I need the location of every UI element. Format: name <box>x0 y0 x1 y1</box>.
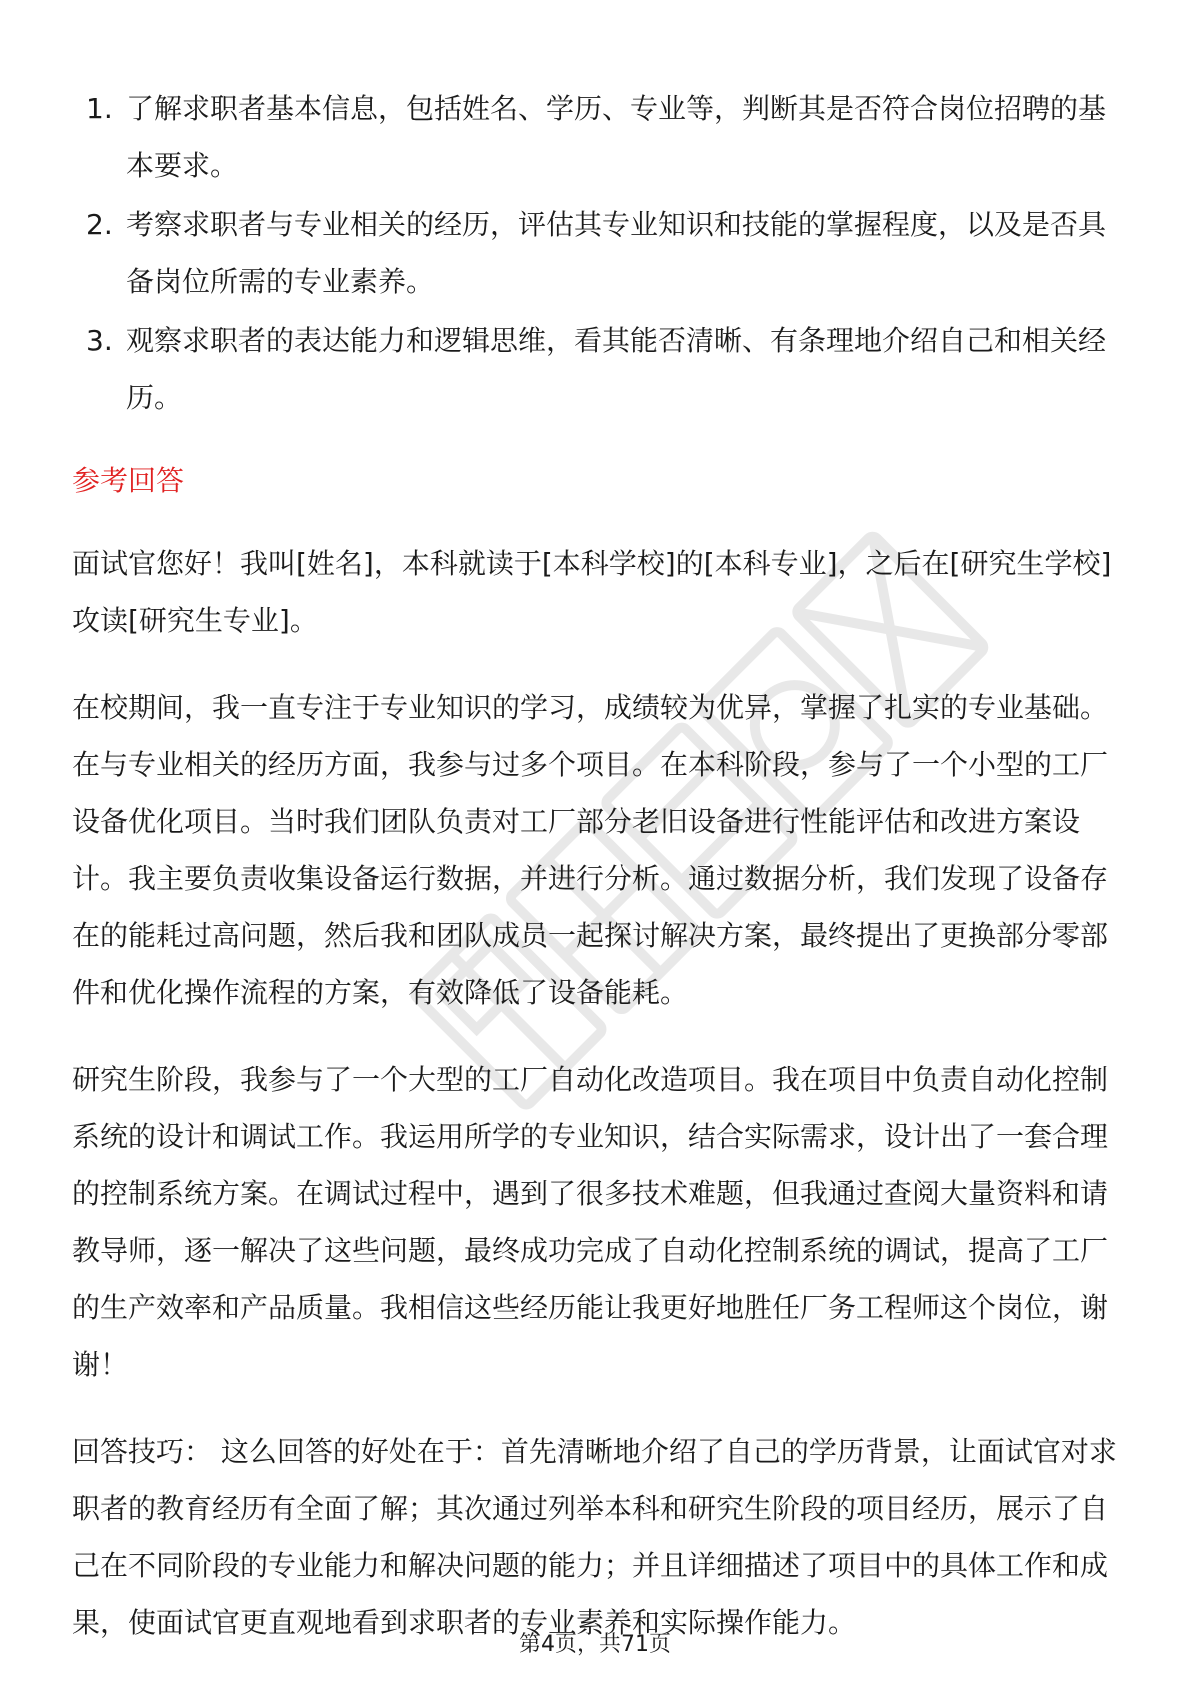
answer-paragraph-undergrad: 在校期间，我一直专注于专业知识的学习，成绩较为优异，掌握了扎实的专业基础。在与专业相关的经历方面，我参与过多个项目。在本科阶段，参与了一个小型的工厂设备优化项目。当时我们团队负责对工厂部分老旧设备进行性能评估和改进方案设计。我主要负责收集设备运行数据，并进行分析。通过数据分析，我们发现了设备存在的能耗过高问题，然后我和团队成员一起探讨解决方案，最终提出了更换部分零部件和优化操作流程的方案，有效降低了设备能耗。 <box>72 691 1109 1009</box>
answer-paragraph-intro: 面试官您好！我叫[姓名]，本科就读于[本科学校]的[本科专业]，之后在[研究生学校]攻读[研究生专业]。 <box>72 547 1112 637</box>
page-content <box>72 80 1132 1681</box>
list-item-text: 考察求职者与专业相关的经历，评估其专业知识和技能的掌握程度，以及是否具备岗位所需的专业素养。 <box>126 208 1107 298</box>
page-number-footer: 第4页，共71页 <box>519 1632 671 1657</box>
assessment-criteria-list <box>72 80 1132 426</box>
list-item-number: 2. <box>86 208 113 241</box>
list-item <box>72 196 1132 310</box>
reference-answer-heading: 参考回答 <box>72 464 185 497</box>
list-item-number: 3. <box>86 324 113 357</box>
list-item-number: 1. <box>86 92 113 125</box>
answer-tips-paragraph: 回答技巧： 这么回答的好处在于：首先清晰地介绍了自己的学历背景，让面试官对求职者的教育经历有全面了解；其次通过列举本科和研究生阶段的项目经历，展示了自己在不同阶段的专业能力和解决问题的能力；并且详细描述了项目中的具体工作和成果，使面试官更直观地看到求职者的专业素养和实际操作能力。 <box>72 1435 1117 1639</box>
list-item <box>72 80 1132 194</box>
list-item <box>72 312 1132 426</box>
list-item-text: 了解求职者基本信息，包括姓名、学历、专业等，判断其是否符合岗位招聘的基本要求。 <box>126 92 1107 182</box>
list-item-text: 观察求职者的表达能力和逻辑思维，看其能否清晰、有条理地介绍自己和相关经历。 <box>126 324 1107 414</box>
answer-paragraph-graduate: 研究生阶段，我参与了一个大型的工厂自动化改造项目。我在项目中负责自动化控制系统的设计和调试工作。我运用所学的专业知识，结合实际需求，设计出了一套合理的控制系统方案。在调试过程中，遇到了很多技术难题，但我通过查阅大量资料和请教导师，逐一解决了这些问题，最终成功完成了自动化控制系统的调试，提高了工厂的生产效率和产品质量。我相信这些经历能让我更好地胜任厂务工程师这个岗位，谢谢！ <box>72 1063 1109 1381</box>
